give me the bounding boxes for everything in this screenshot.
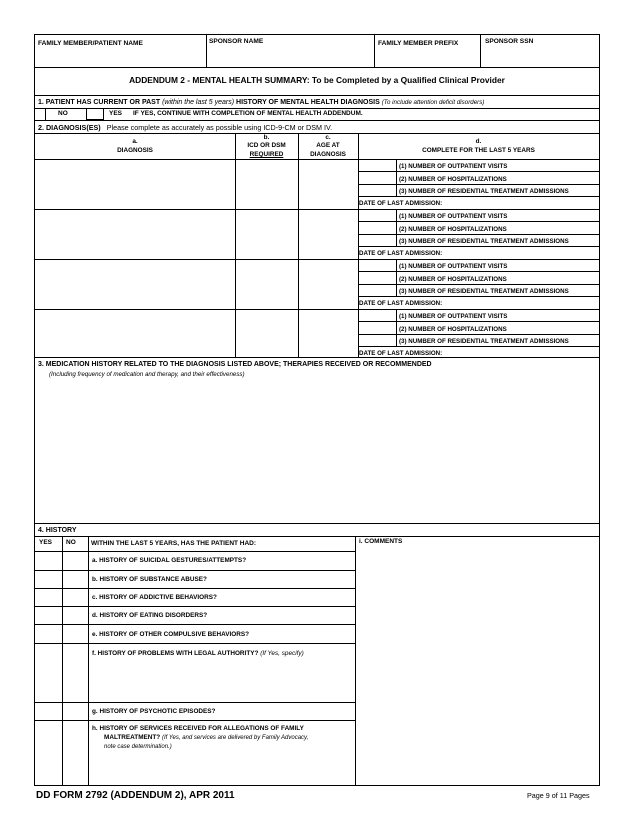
outpatient-visits-label: (1) NUMBER OF OUTPATIENT VISITS xyxy=(399,313,508,320)
history-e-no-checkbox[interactable] xyxy=(63,625,87,642)
divider xyxy=(35,209,599,210)
history-item-c: c. HISTORY OF ADDICTIVE BEHAVIORS? xyxy=(92,594,217,601)
divider xyxy=(35,259,599,260)
col-a-letter: a. xyxy=(132,138,138,145)
history-item-f: f. HISTORY OF PROBLEMS WITH LEGAL AUTHORITY? (If Yes, specify) xyxy=(92,650,304,657)
col-b-header: ICD OR DSM xyxy=(247,142,286,149)
hospitalizations-label: (2) NUMBER OF HOSPITALIZATIONS xyxy=(399,276,507,283)
divider xyxy=(358,296,599,297)
section1-no-label: NO xyxy=(58,110,68,117)
hospitalizations-label: (2) NUMBER OF HOSPITALIZATIONS xyxy=(399,226,507,233)
history-g-yes-checkbox[interactable] xyxy=(36,703,61,719)
family-member-prefix-label: FAMILY MEMBER PREFIX xyxy=(378,40,459,47)
divider xyxy=(35,108,599,109)
divider xyxy=(358,334,599,335)
outpatient-visits-label: (1) NUMBER OF OUTPATIENT VISITS xyxy=(399,163,508,170)
divider xyxy=(35,357,599,358)
section3-note: (Including frequency of medication and therapy, and their effectiveness) xyxy=(49,371,245,378)
date-last-admission-label: DATE OF LAST ADMISSION: xyxy=(359,350,443,357)
history-h-no-checkbox[interactable] xyxy=(63,721,87,785)
outpatient-visits-label: (1) NUMBER OF OUTPATIENT VISITS xyxy=(399,213,508,220)
divider xyxy=(480,35,481,67)
divider xyxy=(396,209,397,246)
form-id: DD FORM 2792 (ADDENDUM 2), APR 2011 xyxy=(36,790,235,801)
divider xyxy=(358,196,599,197)
divider xyxy=(35,67,599,68)
col-c-letter: c. xyxy=(325,134,331,141)
history-a-yes-checkbox[interactable] xyxy=(36,552,61,569)
divider xyxy=(358,271,599,272)
history-d-no-checkbox[interactable] xyxy=(63,607,87,623)
history-b-no-checkbox[interactable] xyxy=(63,571,87,587)
col-c-header-2: DIAGNOSIS xyxy=(310,151,346,158)
divider xyxy=(358,133,359,357)
date-last-admission-label: DATE OF LAST ADMISSION: xyxy=(359,200,443,207)
divider xyxy=(358,346,599,347)
history-f-no-checkbox[interactable] xyxy=(63,644,87,701)
history-item-b: b. HISTORY OF SUBSTANCE ABUSE? xyxy=(92,576,207,583)
sponsor-name-label: SPONSOR NAME xyxy=(209,38,264,45)
divider xyxy=(35,120,599,121)
history-e-yes-checkbox[interactable] xyxy=(36,625,61,642)
divider xyxy=(396,259,397,296)
form-page xyxy=(34,34,600,786)
divider xyxy=(355,536,356,786)
sponsor-ssn-label: SPONSOR SSN xyxy=(485,38,534,45)
history-c-yes-checkbox[interactable] xyxy=(36,589,61,605)
hospitalizations-label: (2) NUMBER OF HOSPITALIZATIONS xyxy=(399,326,507,333)
history-yes-header: YES xyxy=(39,539,53,546)
divider xyxy=(358,321,599,322)
history-h-yes-checkbox[interactable] xyxy=(36,721,61,785)
col-d-letter: d. xyxy=(475,138,482,145)
outpatient-visits-label: (1) NUMBER OF OUTPATIENT VISITS xyxy=(399,263,508,270)
history-no-header: NO xyxy=(66,539,76,546)
divider xyxy=(45,108,46,120)
date-last-admission-label: DATE OF LAST ADMISSION: xyxy=(359,250,443,257)
divider xyxy=(35,523,599,524)
history-f-yes-checkbox[interactable] xyxy=(36,644,61,701)
divider xyxy=(396,159,397,196)
col-d-header: COMPLETE FOR THE LAST 5 YEARS xyxy=(422,147,535,154)
divider xyxy=(358,184,599,185)
comments-label: i. COMMENTS xyxy=(359,538,403,545)
divider xyxy=(358,221,599,222)
divider xyxy=(396,309,397,346)
divider xyxy=(35,133,599,134)
col-b-letter: b. xyxy=(263,134,270,141)
divider xyxy=(358,284,599,285)
family-member-name-label: FAMILY MEMBER/PATIENT NAME xyxy=(38,40,143,47)
divider xyxy=(35,536,599,537)
divider xyxy=(35,159,599,160)
history-item-h-line2: MALTREATMENT? (If Yes, and services are delivered by Family Advocacy, xyxy=(104,734,309,741)
col-c-header: AGE AT xyxy=(316,142,340,149)
history-item-h-line3: note case determination.) xyxy=(104,744,172,750)
history-g-no-checkbox[interactable] xyxy=(63,703,87,719)
history-item-e: e. HISTORY OF OTHER COMPULSIVE BEHAVIORS? xyxy=(92,631,250,638)
history-a-no-checkbox[interactable] xyxy=(63,552,87,569)
hospitalizations-label: (2) NUMBER OF HOSPITALIZATIONS xyxy=(399,176,507,183)
section3-heading: 3. MEDICATION HISTORY RELATED TO THE DIAGNOSIS LISTED ABOVE; THERAPIES RECEIVED OR RECOMMENDED xyxy=(38,361,432,368)
divider xyxy=(374,35,375,67)
section1-instruction: IF YES, CONTINUE WITH COMPLETION OF MENTAL HEALTH ADDENDUM. xyxy=(133,110,363,117)
medication-history-field[interactable] xyxy=(35,379,599,521)
residential-admissions-label: (3) NUMBER OF RESIDENTIAL TREATMENT ADMISSIONS xyxy=(399,288,569,295)
divider xyxy=(358,246,599,247)
divider xyxy=(358,171,599,172)
col-a-header: DIAGNOSIS xyxy=(117,147,153,154)
residential-admissions-label: (3) NUMBER OF RESIDENTIAL TREATMENT ADMISSIONS xyxy=(399,188,569,195)
divider xyxy=(235,133,236,357)
page-title: ADDENDUM 2 - MENTAL HEALTH SUMMARY: To be Completed by a Qualified Clinical Provider xyxy=(129,75,505,85)
history-d-yes-checkbox[interactable] xyxy=(36,607,61,623)
divider xyxy=(358,234,599,235)
comments-field[interactable] xyxy=(357,549,597,785)
section2-heading: 2. DIAGNOSIS(ES) Please complete as accurately as possible using ICD-9-CM or DSM IV. xyxy=(38,123,333,132)
col-b-required: REQUIRED xyxy=(249,151,284,158)
history-item-h: h. HISTORY OF SERVICES RECEIVED FOR ALLEGATIONS OF FAMILY xyxy=(92,725,304,732)
history-item-d: d. HISTORY OF EATING DISORDERS? xyxy=(92,612,208,619)
divider xyxy=(35,309,599,310)
date-last-admission-label: DATE OF LAST ADMISSION: xyxy=(359,300,443,307)
history-question: WITHIN THE LAST 5 YEARS, HAS THE PATIENT HAD: xyxy=(91,540,257,547)
history-item-a: a. HISTORY OF SUICIDAL GESTURES/ATTEMPTS? xyxy=(92,557,247,564)
residential-admissions-label: (3) NUMBER OF RESIDENTIAL TREATMENT ADMISSIONS xyxy=(399,238,569,245)
section1-heading: 1. PATIENT HAS CURRENT OR PAST (within the last 5 years) HISTORY OF MENTAL HEALTH DIAGNOSIS (To include attention deficit disorders) xyxy=(38,99,485,106)
section4-heading: 4. HISTORY xyxy=(38,527,77,534)
divider xyxy=(35,95,599,96)
residential-admissions-label: (3) NUMBER OF RESIDENTIAL TREATMENT ADMISSIONS xyxy=(399,338,569,345)
divider xyxy=(206,35,207,67)
history-item-g: g. HISTORY OF PSYCHOTIC EPISODES? xyxy=(92,708,216,715)
page-number: Page 9 of 11 Pages xyxy=(527,791,590,800)
section1-no-checkbox[interactable] xyxy=(86,108,104,120)
history-c-no-checkbox[interactable] xyxy=(63,589,87,605)
legal-authority-specify-field[interactable] xyxy=(89,661,355,701)
history-b-yes-checkbox[interactable] xyxy=(36,571,61,587)
section1-yes-label: YES xyxy=(109,110,123,117)
divider xyxy=(298,133,299,357)
